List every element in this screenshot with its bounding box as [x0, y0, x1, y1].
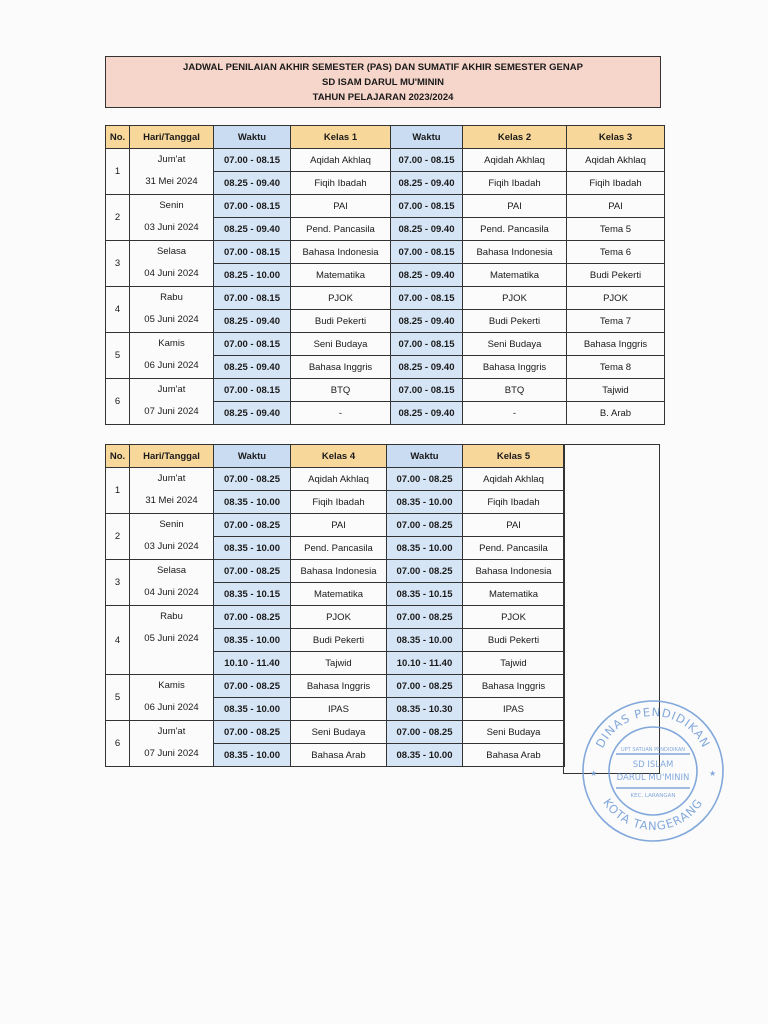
subject-cell: Pend. Pancasila	[463, 537, 565, 560]
time-cell: 08.35 - 10.00	[387, 537, 463, 560]
subject-cell: Aqidah Akhlaq	[463, 149, 567, 172]
time-cell: 07.00 - 08.15	[214, 379, 291, 402]
table-row	[106, 333, 665, 356]
table-row	[106, 560, 565, 583]
stamp-inner-3: DARUL MU'MININ	[616, 773, 690, 783]
time-cell: 08.25 - 09.40	[214, 310, 291, 333]
time-cell: 08.35 - 10.15	[387, 583, 463, 606]
col-header: No.	[106, 445, 130, 468]
schedule-table-2	[105, 444, 565, 767]
row-number: 6	[106, 721, 130, 767]
day-date-cell	[130, 149, 214, 195]
subject-cell: Seni Budaya	[291, 333, 391, 356]
day-name: Jum'at	[157, 384, 186, 395]
time-cell: 07.00 - 08.25	[214, 675, 291, 698]
subject-cell: PJOK	[567, 287, 665, 310]
exam-date: 03 Juni 2024	[144, 541, 199, 552]
time-cell: 08.25 - 09.40	[391, 402, 463, 425]
subject-cell: PJOK	[463, 606, 565, 629]
row-number: 2	[106, 195, 130, 241]
time-cell: 07.00 - 08.15	[391, 241, 463, 264]
subject-cell: Tajwid	[291, 652, 387, 675]
subject-cell: Budi Pekerti	[291, 310, 391, 333]
day-name: Selasa	[156, 246, 187, 257]
subject-cell: Aqidah Akhlaq	[291, 149, 391, 172]
row-number: 5	[106, 333, 130, 379]
subject-cell: Seni Budaya	[291, 721, 387, 744]
col-header: Waktu	[387, 445, 463, 468]
table-row	[106, 241, 665, 264]
time-cell: 10.10 - 11.40	[214, 652, 291, 675]
subject-cell: Bahasa Arab	[291, 744, 387, 767]
subject-cell: PAI	[567, 195, 665, 218]
day-name: Senin	[159, 519, 184, 530]
title-line-3: TAHUN PELAJARAN 2023/2024	[312, 91, 454, 103]
subject-cell: Fiqih Ibadah	[567, 172, 665, 195]
subject-cell: BTQ	[291, 379, 391, 402]
col-header: Kelas 1	[291, 126, 391, 149]
time-cell: 07.00 - 08.15	[391, 149, 463, 172]
stamp-outer-top: DINAS PENDIDIKAN	[592, 704, 714, 751]
time-cell: 08.25 - 09.40	[391, 264, 463, 287]
col-header: Waktu	[214, 126, 291, 149]
day-name: Jum'at	[157, 154, 186, 165]
subject-cell: Fiqih Ibadah	[291, 172, 391, 195]
day-name: Rabu	[160, 292, 183, 303]
day-date-cell	[130, 468, 214, 514]
time-cell: 08.25 - 09.40	[391, 356, 463, 379]
time-cell: 08.25 - 09.40	[391, 172, 463, 195]
table-row	[106, 606, 565, 629]
col-header: Hari/Tanggal	[130, 126, 214, 149]
table-row	[106, 468, 565, 491]
subject-cell: PAI	[291, 195, 391, 218]
subject-cell: Aqidah Akhlaq	[463, 468, 565, 491]
time-cell: 08.35 - 10.30	[387, 698, 463, 721]
exam-date: 05 Juni 2024	[144, 633, 199, 644]
subject-cell: Seni Budaya	[463, 333, 567, 356]
day-name: Jum'at	[157, 473, 186, 484]
subject-cell: Budi Pekerti	[567, 264, 665, 287]
time-cell: 08.25 - 09.40	[214, 402, 291, 425]
col-header: Waktu	[214, 445, 291, 468]
subject-cell: Matematika	[291, 583, 387, 606]
day-date-cell	[130, 333, 214, 379]
day-date-cell	[130, 675, 214, 721]
time-cell: 10.10 - 11.40	[387, 652, 463, 675]
time-cell: 07.00 - 08.15	[391, 287, 463, 310]
subject-cell: PAI	[463, 195, 567, 218]
time-cell: 08.35 - 10.00	[214, 744, 291, 767]
subject-cell: Bahasa Inggris	[567, 333, 665, 356]
subject-cell: PAI	[463, 514, 565, 537]
subject-cell: Fiqih Ibadah	[291, 491, 387, 514]
subject-cell: Bahasa Inggris	[463, 675, 565, 698]
subject-cell: Tajwid	[567, 379, 665, 402]
exam-date: 06 Juni 2024	[144, 702, 199, 713]
day-name: Kamis	[158, 338, 185, 349]
subject-cell: Tema 6	[567, 241, 665, 264]
row-number: 4	[106, 606, 130, 675]
time-cell: 08.25 - 09.40	[391, 310, 463, 333]
day-date-cell	[130, 241, 214, 287]
subject-cell: Budi Pekerti	[291, 629, 387, 652]
time-cell: 07.00 - 08.25	[387, 721, 463, 744]
time-cell: 08.35 - 10.00	[387, 629, 463, 652]
day-name: Jum'at	[157, 726, 186, 737]
title-line-1: JADWAL PENILAIAN AKHIR SEMESTER (PAS) DAN SUMATIF AKHIR SEMESTER GENAP	[183, 61, 583, 73]
col-header: Kelas 5	[463, 445, 565, 468]
subject-cell: Matematika	[291, 264, 391, 287]
subject-cell: PJOK	[463, 287, 567, 310]
time-cell: 07.00 - 08.25	[214, 468, 291, 491]
subject-cell: Seni Budaya	[463, 721, 565, 744]
time-cell: 07.00 - 08.25	[214, 560, 291, 583]
row-number: 1	[106, 468, 130, 514]
subject-cell: Pend. Pancasila	[291, 537, 387, 560]
table-1-header-row	[106, 126, 665, 149]
table-row	[106, 514, 565, 537]
subject-cell: BTQ	[463, 379, 567, 402]
time-cell: 08.35 - 10.15	[214, 583, 291, 606]
subject-cell: -	[291, 402, 391, 425]
subject-cell: Matematika	[463, 264, 567, 287]
time-cell: 08.25 - 09.40	[391, 218, 463, 241]
time-cell: 07.00 - 08.25	[387, 606, 463, 629]
row-number: 5	[106, 675, 130, 721]
exam-date: 07 Juni 2024	[144, 406, 199, 417]
time-cell: 07.00 - 08.15	[214, 333, 291, 356]
exam-date: 05 Juni 2024	[144, 314, 199, 325]
table-row	[106, 721, 565, 744]
time-cell: 08.35 - 10.00	[214, 629, 291, 652]
table-row	[106, 675, 565, 698]
day-date-cell	[130, 606, 214, 675]
time-cell: 08.35 - 10.00	[214, 537, 291, 560]
day-date-cell	[130, 195, 214, 241]
day-name: Senin	[159, 200, 184, 211]
day-date-cell	[130, 287, 214, 333]
time-cell: 08.25 - 09.40	[214, 218, 291, 241]
row-number: 3	[106, 241, 130, 287]
time-cell: 08.25 - 09.40	[214, 172, 291, 195]
stamp-outer-bottom: KOTA TANGERANG	[600, 795, 706, 833]
exam-date: 04 Juni 2024	[144, 587, 199, 598]
subject-cell: PJOK	[291, 606, 387, 629]
subject-cell: PJOK	[291, 287, 391, 310]
time-cell: 07.00 - 08.15	[391, 195, 463, 218]
day-name: Rabu	[160, 611, 183, 622]
row-number: 6	[106, 379, 130, 425]
table-row	[106, 149, 665, 172]
subject-cell: Bahasa Arab	[463, 744, 565, 767]
subject-cell: Bahasa Indonesia	[291, 241, 391, 264]
time-cell: 08.35 - 10.00	[214, 698, 291, 721]
col-header: Kelas 4	[291, 445, 387, 468]
table-row	[106, 195, 665, 218]
time-cell: 07.00 - 08.25	[387, 514, 463, 537]
time-cell: 07.00 - 08.15	[391, 379, 463, 402]
col-header: No.	[106, 126, 130, 149]
exam-date: 31 Mei 2024	[145, 495, 198, 506]
stamp-star-left-icon: ★	[590, 769, 598, 778]
subject-cell: Bahasa Indonesia	[291, 560, 387, 583]
subject-cell: Bahasa Inggris	[291, 675, 387, 698]
day-name: Selasa	[156, 565, 187, 576]
exam-date: 07 Juni 2024	[144, 748, 199, 759]
exam-date: 04 Juni 2024	[144, 268, 199, 279]
time-cell: 07.00 - 08.25	[387, 675, 463, 698]
time-cell: 07.00 - 08.25	[387, 468, 463, 491]
subject-cell: IPAS	[463, 698, 565, 721]
subject-cell: Fiqih Ibadah	[463, 172, 567, 195]
subject-cell: Tema 8	[567, 356, 665, 379]
col-header: Waktu	[391, 126, 463, 149]
subject-cell: -	[463, 402, 567, 425]
time-cell: 07.00 - 08.25	[214, 606, 291, 629]
row-number: 2	[106, 514, 130, 560]
time-cell: 07.00 - 08.15	[214, 287, 291, 310]
subject-cell: Aqidah Akhlaq	[291, 468, 387, 491]
exam-date: 31 Mei 2024	[145, 176, 198, 187]
exam-date: 03 Juni 2024	[144, 222, 199, 233]
subject-cell: Tema 7	[567, 310, 665, 333]
time-cell: 08.25 - 09.40	[214, 356, 291, 379]
day-date-cell	[130, 514, 214, 560]
subject-cell: Bahasa Inggris	[463, 356, 567, 379]
subject-cell: Tajwid	[463, 652, 565, 675]
exam-date: 06 Juni 2024	[144, 360, 199, 371]
day-date-cell	[130, 560, 214, 606]
subject-cell: Aqidah Akhlaq	[567, 149, 665, 172]
time-cell: 08.35 - 10.00	[214, 491, 291, 514]
time-cell: 08.35 - 10.00	[387, 744, 463, 767]
subject-cell: Budi Pekerti	[463, 310, 567, 333]
row-number: 4	[106, 287, 130, 333]
subject-cell: Bahasa Inggris	[291, 356, 391, 379]
stamp-star-right-icon: ★	[709, 769, 717, 778]
table-2-header-row	[106, 445, 565, 468]
day-date-cell	[130, 721, 214, 767]
subject-cell: Fiqih Ibadah	[463, 491, 565, 514]
time-cell: 07.00 - 08.25	[387, 560, 463, 583]
time-cell: 07.00 - 08.15	[391, 333, 463, 356]
stamp-inner-1: UPT SATUAN PENDIDIKAN	[621, 747, 685, 753]
title-line-2: SD ISAM DARUL MU'MININ	[322, 76, 444, 88]
time-cell: 07.00 - 08.15	[214, 195, 291, 218]
col-header: Hari/Tanggal	[130, 445, 214, 468]
time-cell: 07.00 - 08.15	[214, 149, 291, 172]
time-cell: 08.35 - 10.00	[387, 491, 463, 514]
schedule-table-1	[105, 125, 665, 425]
subject-cell: Pend. Pancasila	[291, 218, 391, 241]
subject-cell: B. Arab	[567, 402, 665, 425]
day-name: Kamis	[158, 680, 185, 691]
time-cell: 07.00 - 08.25	[214, 721, 291, 744]
stamp-inner-2: SD ISLAM	[632, 760, 674, 770]
subject-cell: Pend. Pancasila	[463, 218, 567, 241]
subject-cell: Tema 5	[567, 218, 665, 241]
school-stamp	[578, 696, 728, 846]
table-row	[106, 379, 665, 402]
subject-cell: Bahasa Indonesia	[463, 241, 567, 264]
time-cell: 07.00 - 08.15	[214, 241, 291, 264]
col-header: Kelas 3	[567, 126, 665, 149]
time-cell: 07.00 - 08.25	[214, 514, 291, 537]
subject-cell: IPAS	[291, 698, 387, 721]
row-number: 1	[106, 149, 130, 195]
subject-cell: Budi Pekerti	[463, 629, 565, 652]
document-title-block	[105, 56, 661, 108]
subject-cell: Matematika	[463, 583, 565, 606]
subject-cell: Bahasa Indonesia	[463, 560, 565, 583]
stamp-inner-4: KEC. LARANGAN	[630, 793, 676, 799]
table-row	[106, 287, 665, 310]
subject-cell: PAI	[291, 514, 387, 537]
time-cell: 08.25 - 10.00	[214, 264, 291, 287]
col-header: Kelas 2	[463, 126, 567, 149]
day-date-cell	[130, 379, 214, 425]
row-number: 3	[106, 560, 130, 606]
